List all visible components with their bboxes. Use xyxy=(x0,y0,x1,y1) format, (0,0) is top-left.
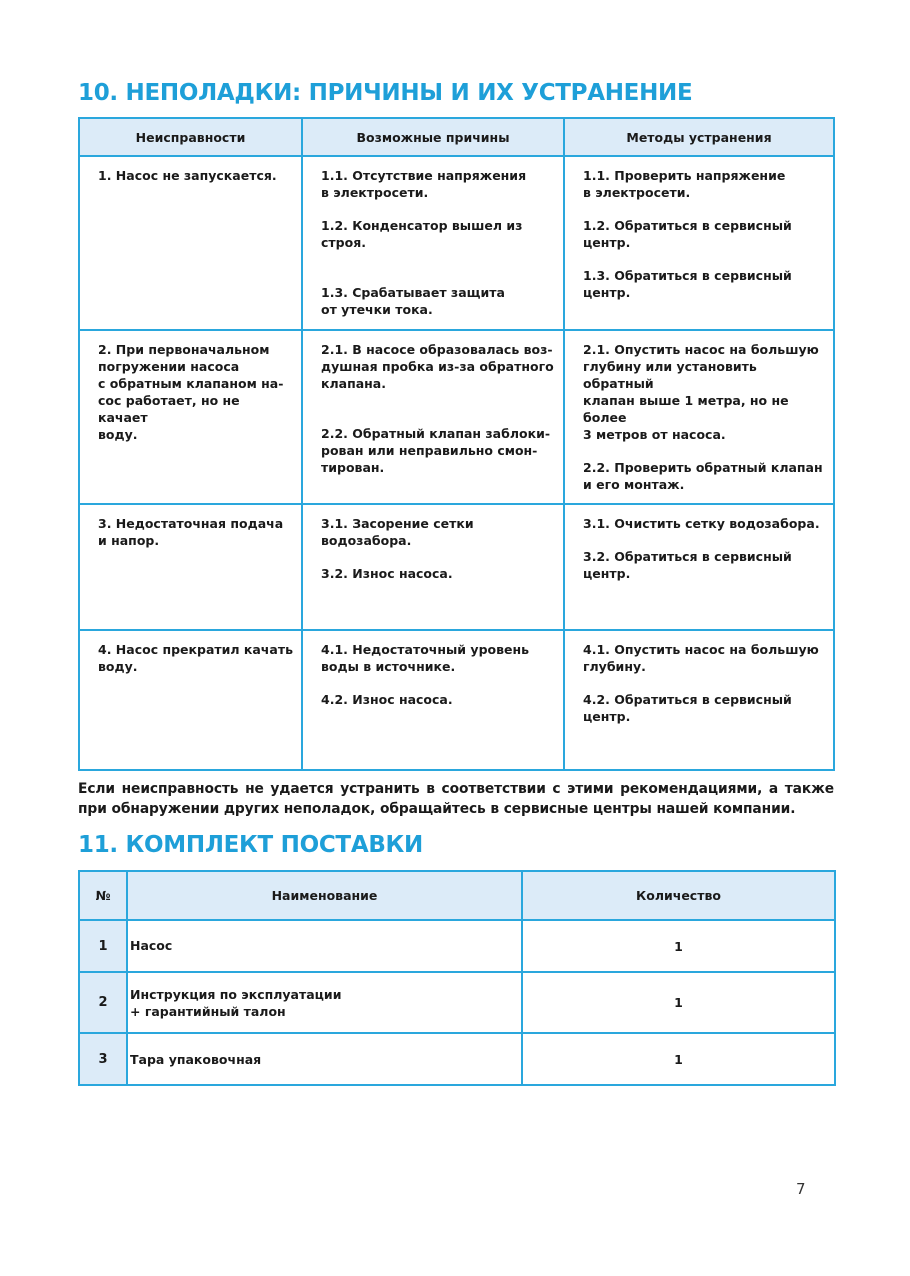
causes-cell xyxy=(302,156,564,330)
section-title-kit: 11. КОМПЛЕКТ ПОСТАВКИ xyxy=(78,832,424,858)
remedy-text: 1.3. Обратиться в сервисный центр. xyxy=(583,268,792,300)
causes-cell xyxy=(302,630,564,770)
service-note: Если неисправность не удается устранить в соответствии с этими рекомендациями, а также при обнаружении других неполадок, обращайтесь в сервисные центры нашей компании. xyxy=(78,781,834,817)
table-row xyxy=(79,504,834,630)
table-row xyxy=(79,330,834,504)
fault-cell xyxy=(79,330,302,504)
cause-text: 3.1. Засорение сетки водозабора. xyxy=(321,516,474,548)
column-header-faults: Неисправности xyxy=(79,118,302,156)
item-name: Инструкция по эксплуатации + гарантийный талон xyxy=(127,972,522,1033)
column-header-remedies: Методы устранения xyxy=(564,118,834,156)
troubleshooting-table xyxy=(78,117,835,771)
item-quantity: 1 xyxy=(522,920,835,972)
remedies-cell xyxy=(564,330,834,504)
remedies-cell xyxy=(564,504,834,630)
table-header-row xyxy=(79,118,834,156)
item-quantity: 1 xyxy=(522,972,835,1033)
remedy-text: 2.2. Проверить обратный клапан и его монтаж. xyxy=(583,460,823,492)
remedy-text: 3.2. Обратиться в сервисный центр. xyxy=(583,549,792,581)
section-title-troubleshooting: 10. НЕПОЛАДКИ: ПРИЧИНЫ И ИХ УСТРАНЕНИЕ xyxy=(78,80,693,106)
row-number: 1 xyxy=(79,920,127,972)
column-header-causes: Возможные причины xyxy=(302,118,564,156)
cause-text: 2.2. Обратный клапан заблоки- рован или неправильно смон- тирован. xyxy=(321,426,551,475)
fault-text: 3. Недостаточная подача и напор. xyxy=(98,516,284,548)
fault-text: 1. Насос не запускается. xyxy=(98,168,277,183)
table-header-row xyxy=(79,871,835,920)
table-row xyxy=(79,972,835,1033)
causes-cell xyxy=(302,504,564,630)
table-row xyxy=(79,920,835,972)
table-row xyxy=(79,156,834,330)
row-number: 3 xyxy=(79,1033,127,1085)
remedy-text: 3.1. Очистить сетку водозабора. xyxy=(583,516,820,531)
cause-text: 4.1. Недостаточный уровень воды в источнике. xyxy=(321,642,530,674)
column-header-name: Наименование xyxy=(127,871,522,920)
item-name: Насос xyxy=(127,920,522,972)
remedies-cell xyxy=(564,156,834,330)
row-number: 2 xyxy=(79,972,127,1033)
fault-cell xyxy=(79,504,302,630)
causes-cell xyxy=(302,330,564,504)
remedy-text: 2.1. Опустить насос на большую глубину или установить обратный клапан выше 1 метра, но не более 3 метров от насоса. xyxy=(583,342,819,442)
fault-text: 2. При первоначальном погружении насоса с обратным клапаном на- сос работает, но не качает воду. xyxy=(98,342,284,442)
column-header-quantity: Количество xyxy=(522,871,835,920)
cause-text: 1.3. Срабатывает защита от утечки тока. xyxy=(321,285,505,317)
remedy-text: 1.1. Проверить напряжение в электросети. xyxy=(583,168,786,200)
page-number: 7 xyxy=(796,1180,806,1198)
cause-text: 1.2. Конденсатор вышел из строя. xyxy=(321,218,523,250)
remedies-cell xyxy=(564,630,834,770)
cause-text: 3.2. Износ насоса. xyxy=(321,566,453,581)
cause-text: 2.1. В насосе образовалась воз- душная пробка из-за обратного клапана. xyxy=(321,342,554,391)
fault-cell xyxy=(79,156,302,330)
remedy-text: 4.1. Опустить насос на большую глубину. xyxy=(583,642,819,674)
fault-cell xyxy=(79,630,302,770)
remedy-text: 4.2. Обратиться в сервисный центр. xyxy=(583,692,792,724)
kit-table xyxy=(78,870,836,1086)
item-name: Тара упаковочная xyxy=(127,1033,522,1085)
table-row xyxy=(79,1033,835,1085)
cause-text: 4.2. Износ насоса. xyxy=(321,692,453,707)
cause-text: 1.1. Отсутствие напряжения в электросети. xyxy=(321,168,527,200)
column-header-number: № xyxy=(79,871,127,920)
remedy-text: 1.2. Обратиться в сервисный центр. xyxy=(583,218,792,250)
table-row xyxy=(79,630,834,770)
fault-text: 4. Насос прекратил качать воду. xyxy=(98,642,293,674)
item-quantity: 1 xyxy=(522,1033,835,1085)
